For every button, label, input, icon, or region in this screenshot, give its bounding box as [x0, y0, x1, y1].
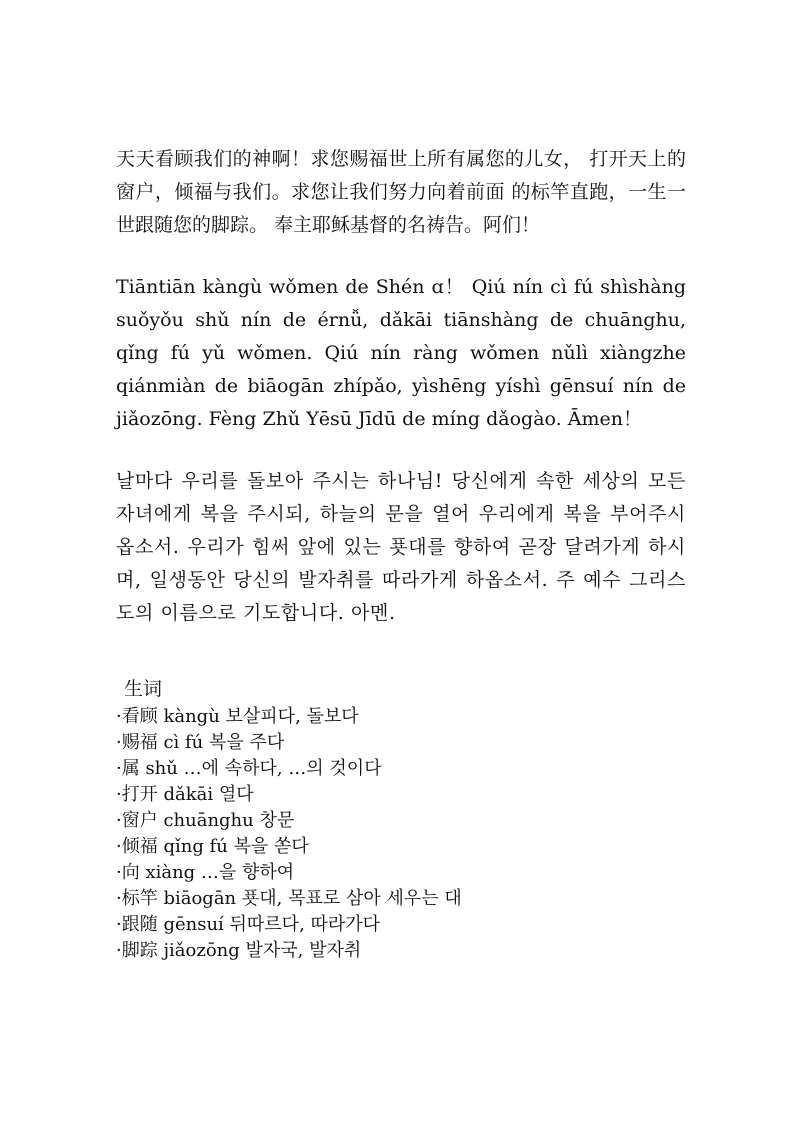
- vocab-item-shu: ·属 shǔ …에 속하다, …의 것이다: [116, 758, 382, 779]
- vocab-item-gensui: ·跟随 gēnsuí 뒤따르다, 따라가다: [116, 914, 381, 935]
- vocab-item-jiaozong: ·脚踪 jiǎozōng 발자국, 발자취: [116, 940, 362, 961]
- prayer-pinyin-paragraph: Tiāntiān kàngù wǒmen de Shén ɑ！ Qiú nín cì fú shìshàng suǒyǒu shǔ nín de érnǚ, dǎkāi tiānshàng de chuānghu, qǐng fú yǔ wǒmen. Qiú nín ràng wǒmen nǔlì xiàngzhe qiánmiàn de biāogān zhípǎo, yìshēng yíshì gēnsuí nín de jiǎozōng. Fèng Zhǔ Yēsū Jīdū de míng dǎogào. Āmen！: [116, 276, 686, 430]
- vocab-item-biaogan: ·标竿 biāogān 푯대, 목표로 삼아 세우는 대: [116, 888, 462, 909]
- vocab-item-chuanghu: ·窗户 chuānghu 창문: [116, 810, 295, 831]
- vocabulary-title: 生词: [124, 678, 163, 700]
- vocab-item-qingfu: ·倾福 qǐng fú 복을 쏟다: [116, 836, 309, 857]
- prayer-chinese-paragraph: 天天看顾我们的神啊！求您赐福世上所有属您的儿女， 打开天上的窗户，倾福与我们。求您让我们努力向着前面 的标竿直跑，一生一世跟随您的脚踪。 奉主耶稣基督的名祷告。阿们！: [116, 148, 686, 236]
- vocab-item-dakai: ·打开 dǎkāi 열다: [116, 784, 254, 805]
- vocabulary-list: [116, 704, 462, 964]
- vocab-item-xiang: ·向 xiàng …을 향하여: [116, 862, 295, 883]
- prayer-korean-paragraph: 날마다 우리를 돌보아 주시는 하나님! 당신에게 속한 세상의 모든 자녀에게 복을 주시되, 하늘의 문을 열어 우리에게 복을 부어주시옵소서. 우리가 힘써 앞에 있는 푯대를 향하여 곧장 달려가게 하시며, 일생동안 당신의 발자취를 따라가게 하옵소서. 주 예수 그리스도의 이름으로 기도합니다. 아멘.: [116, 470, 686, 624]
- vocab-item-kangu: ·看顾 kàngù 보살피다, 돌보다: [116, 706, 359, 727]
- vocab-item-cifu: ·赐福 cì fú 복을 주다: [116, 732, 285, 753]
